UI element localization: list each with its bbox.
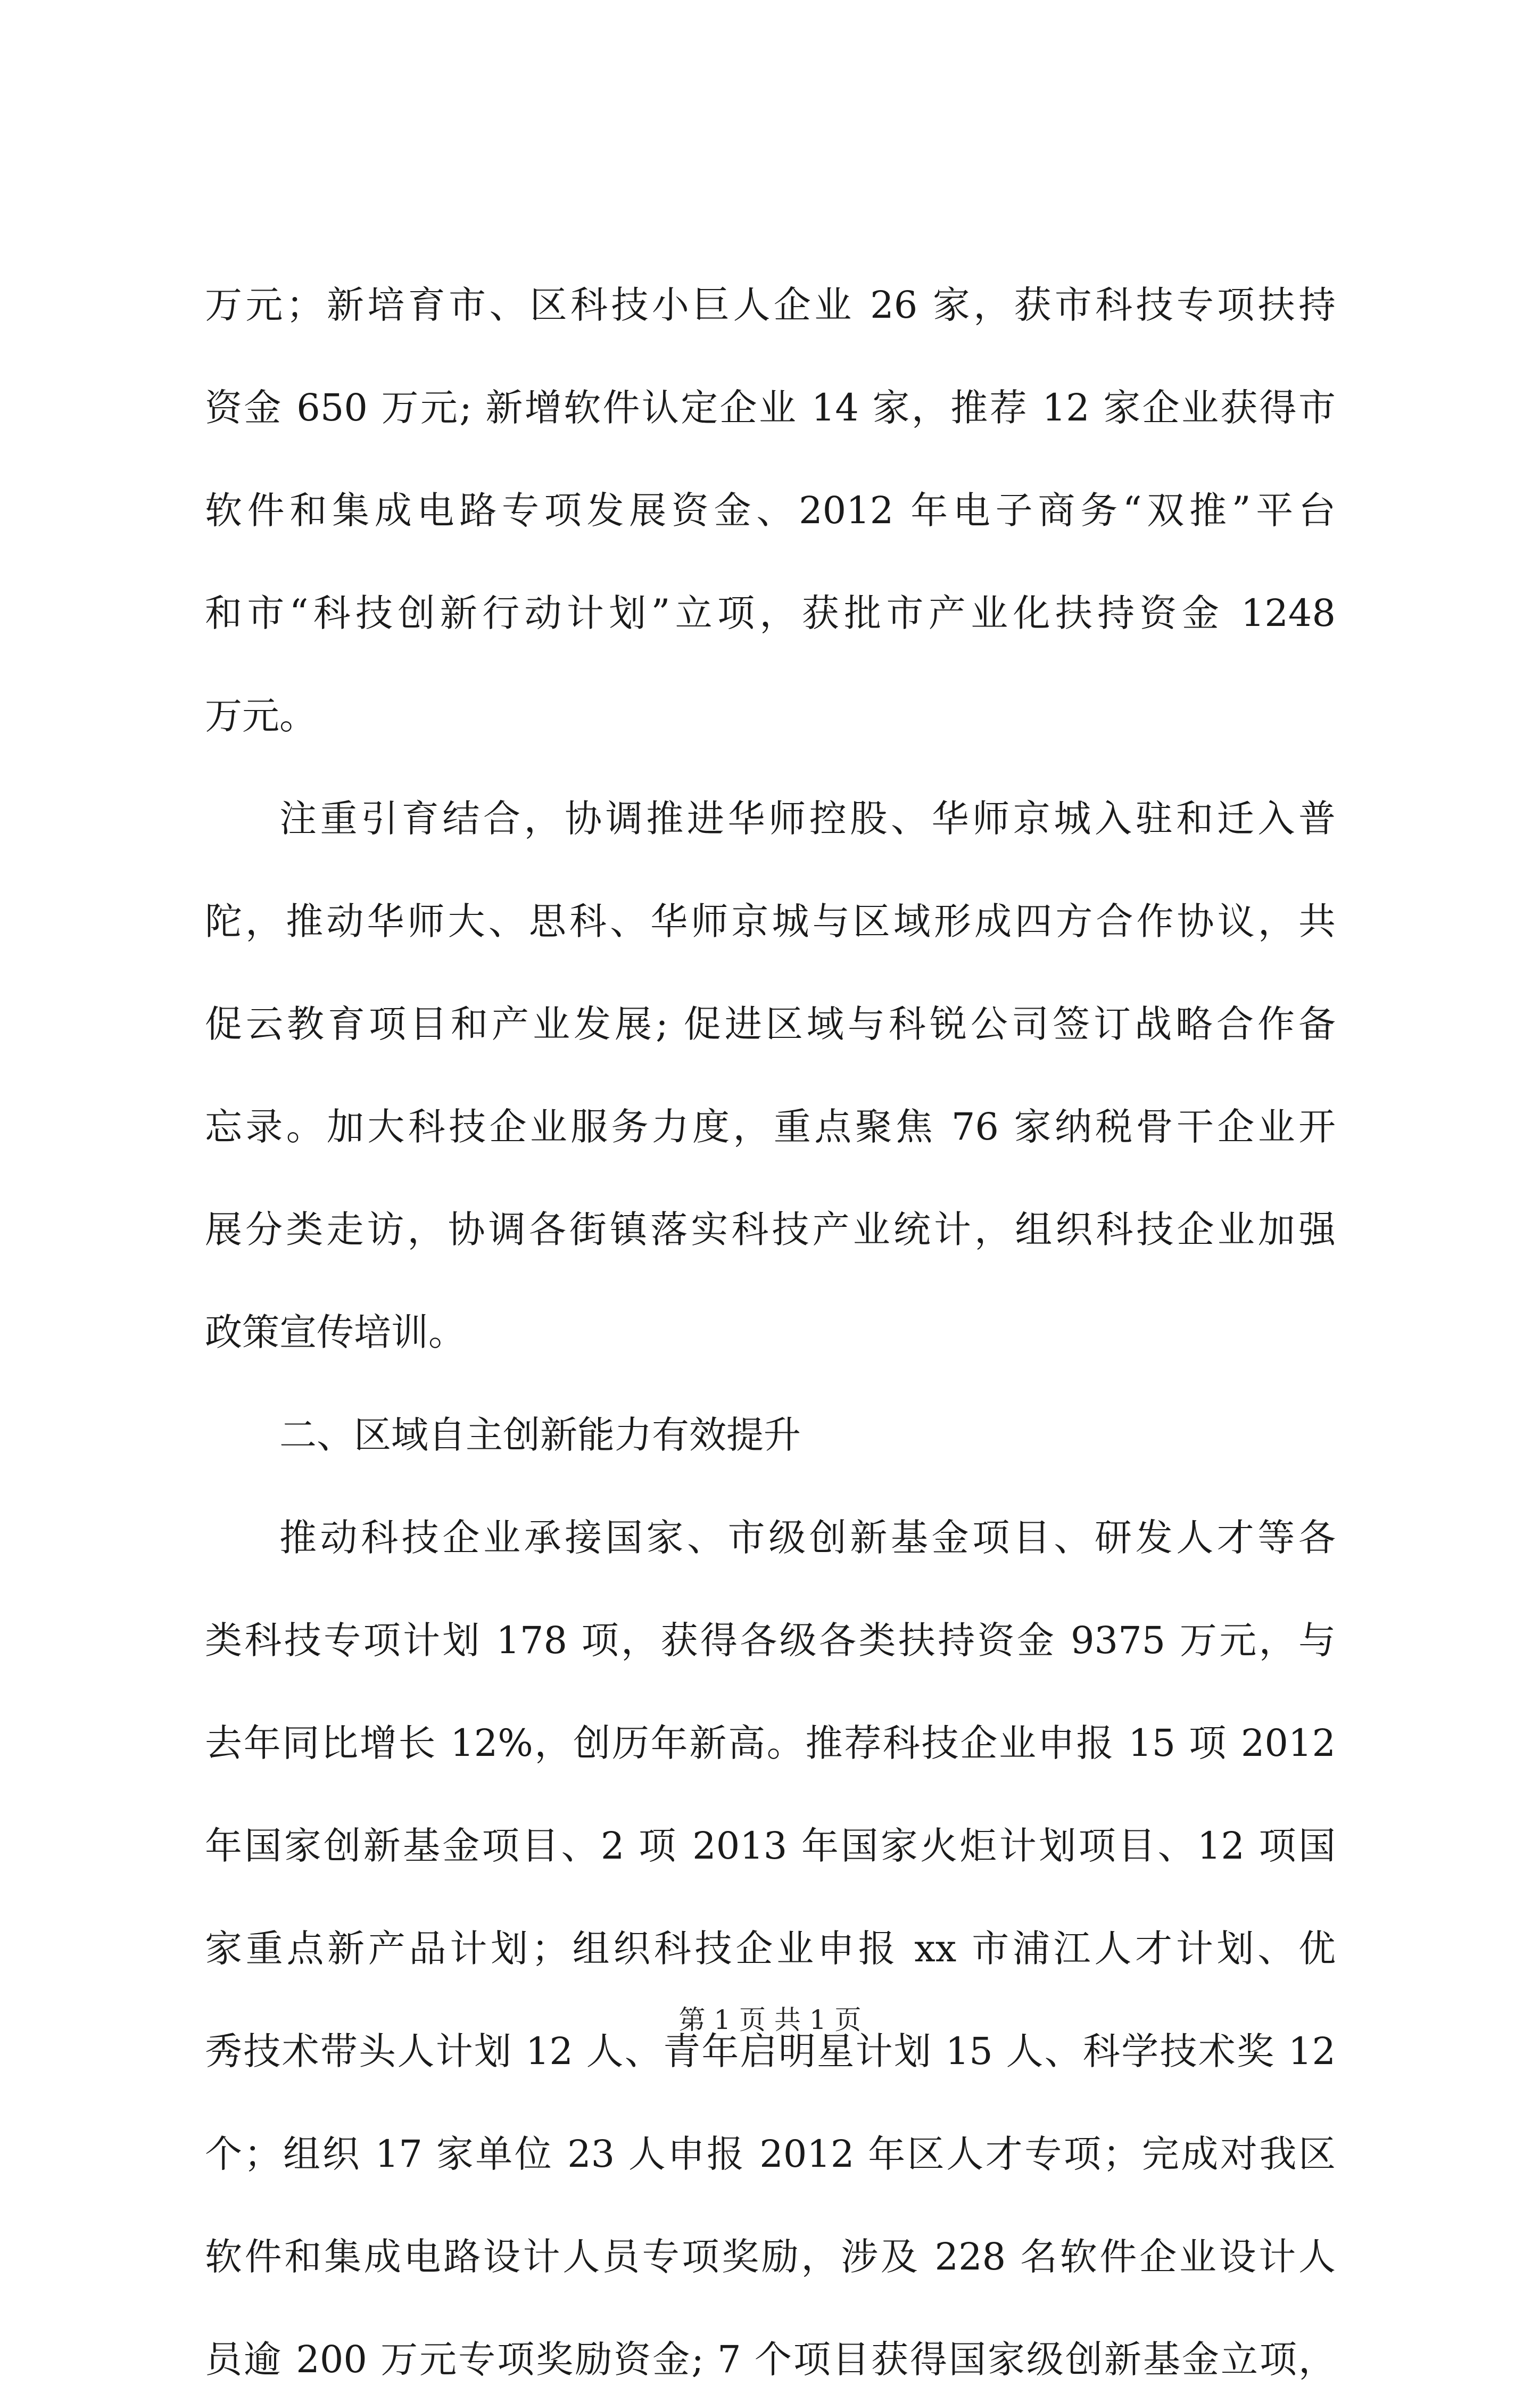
- text-line: 秀技术带头人计划 12 人、青年启明星计划 15 人、科学技术奖 12: [205, 2029, 1336, 2073]
- text-line: 个；组织 17 家单位 23 人申报 2012 年区人才专项；完成对我区: [205, 2132, 1336, 2176]
- text-line: 二、区域自主创新能力有效提升: [279, 1413, 801, 1457]
- text-line: 资金 650 万元; 新增软件认定企业 14 家，推荐 12 家企业获得市: [205, 386, 1336, 430]
- text-line: 和市“科技创新行动计划”立项，获批市产业化扶持资金 1248: [205, 591, 1336, 635]
- text-line: 万元。: [205, 694, 317, 738]
- text-line: 软件和集成电路设计人员专项奖励，涉及 228 名软件企业设计人: [205, 2235, 1336, 2279]
- text-line: 家重点新产品计划；组织科技企业申报 xx 市浦江人才计划、优: [205, 1927, 1336, 1970]
- text-line: 万元；新培育市、区科技小巨人企业 26 家，获市科技专项扶持: [205, 283, 1336, 327]
- text-line: 推动科技企业承接国家、市级创新基金项目、研发人才等各: [279, 1516, 1336, 1559]
- text-line: 年国家创新基金项目、2 项 2013 年国家火炬计划项目、12 项国: [205, 1824, 1336, 1868]
- text-line: 软件和集成电路专项发展资金、2012 年电子商务“双推”平台: [205, 489, 1336, 532]
- text-line: 注重引育结合，协调推进华师控股、华师京城入驻和迁入普: [279, 797, 1336, 840]
- text-line: 忘录。加大科技企业服务力度，重点聚焦 76 家纳税骨干企业开: [205, 1105, 1336, 1149]
- text-line: 去年同比增长 12%，创历年新高。推荐科技企业申报 15 项 2012: [205, 1721, 1336, 1765]
- text-line: 员逾 200 万元专项奖励资金; 7 个项目获得国家级创新基金立项，: [205, 2338, 1336, 2381]
- text-line: 政策宣传培训。: [205, 1310, 466, 1354]
- page-footer: 第 1 页 共 1 页: [678, 2004, 862, 2035]
- text-line: 类科技专项计划 178 项，获得各级各类扶持资金 9375 万元，与: [205, 1619, 1336, 1662]
- text-line: 陀，推动华师大、思科、华师京城与区域形成四方合作协议，共: [205, 899, 1336, 943]
- text-line: 展分类走访，协调各街镇落实科技产业统计，组织科技企业加强: [205, 1208, 1336, 1251]
- text-line: 促云教育项目和产业发展; 促进区域与科锐公司签订战略合作备: [205, 1002, 1336, 1046]
